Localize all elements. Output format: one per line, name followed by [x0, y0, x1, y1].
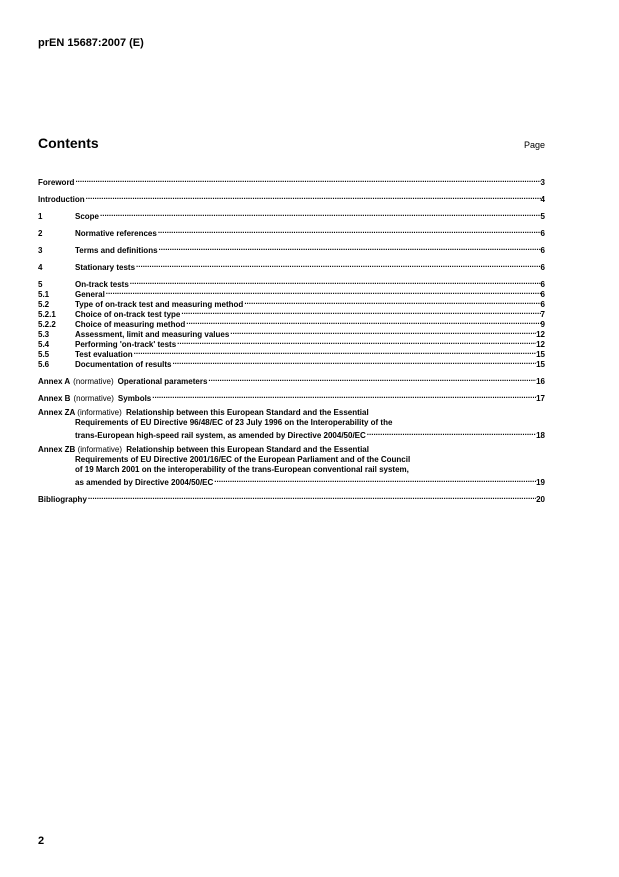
- toc-entry-page: 20: [536, 495, 545, 504]
- toc-entry-type-of-test[interactable]: [38, 297, 545, 307]
- toc-entry-number: 2: [38, 229, 43, 238]
- dot-leader: [74, 175, 540, 185]
- toc-entry-page: 12: [536, 340, 545, 349]
- toc-entry-number: 5.2.1: [38, 310, 56, 319]
- annex-prefix: Annex ZA: [38, 408, 76, 417]
- dot-leader: [105, 287, 541, 297]
- annex-prefix: Annex B: [38, 394, 71, 403]
- dot-leader: [99, 209, 541, 219]
- toc-entry-page: 15: [536, 350, 545, 359]
- toc-entry-page: 16: [536, 377, 545, 386]
- toc-entry-terms[interactable]: [38, 243, 545, 253]
- toc-entry-number: 1: [38, 212, 43, 221]
- toc-entry-label: Operational parameters: [117, 377, 208, 386]
- toc-entry-normative-references[interactable]: [38, 226, 545, 236]
- annex-prefix: Annex ZB: [38, 445, 76, 454]
- toc-entry-page: 17: [536, 394, 545, 403]
- toc-entry-bibliography[interactable]: [38, 492, 545, 502]
- annex-kind: (normative): [73, 377, 114, 386]
- dot-leader: [243, 297, 540, 307]
- annex-title-line: of 19 March 2001 on the interoperability of the trans-European conventional rail system,: [75, 465, 409, 474]
- toc-entry-number: 3: [38, 246, 43, 255]
- dot-leader: [135, 260, 541, 270]
- toc-entry-label: Foreword: [38, 178, 75, 187]
- dot-leader: [171, 357, 536, 367]
- toc-entry-label: Terms and definitions: [75, 246, 158, 255]
- toc-entry-page: 5: [540, 212, 545, 221]
- toc-entry-annex-b[interactable]: [38, 391, 545, 401]
- dot-leader: [87, 492, 536, 502]
- toc-entry-page: 6: [540, 246, 545, 255]
- annex-kind: (normative): [73, 394, 114, 403]
- document-id: prEN 15687:2007 (E): [38, 37, 144, 49]
- toc-entry-page: 6: [540, 229, 545, 238]
- toc-entry-number: 5.1: [38, 290, 50, 299]
- toc-entry-number: 5.3: [38, 330, 50, 339]
- table-of-contents: [38, 175, 545, 502]
- toc-entry-annex-zb[interactable]: [38, 445, 545, 485]
- toc-entry-number: 5.2.2: [38, 320, 56, 329]
- annex-title-line: Relationship between this European Standard and the Essential: [125, 408, 369, 417]
- toc-entry-label: Scope: [75, 212, 100, 221]
- dot-leader: [366, 428, 536, 438]
- page-column-label: Page: [523, 140, 545, 150]
- dot-leader: [129, 277, 541, 287]
- toc-entry-scope[interactable]: [38, 209, 545, 219]
- annex-kind: (informative): [77, 408, 122, 417]
- toc-entry-page: 7: [540, 310, 545, 319]
- toc-entry-label: Assessment, limit and measuring values: [75, 330, 230, 339]
- toc-entry-label: Bibliography: [38, 495, 87, 504]
- toc-entry-label: Normative references: [75, 229, 157, 238]
- toc-entry-label: Choice of on-track test type: [75, 310, 181, 319]
- dot-leader: [207, 374, 536, 384]
- dot-leader: [185, 317, 540, 327]
- dot-leader: [151, 391, 536, 401]
- dot-leader: [229, 327, 536, 337]
- contents-title: Contents: [38, 135, 99, 151]
- toc-entry-page: 9: [540, 320, 545, 329]
- toc-entry-label: General: [75, 290, 105, 299]
- toc-entry-page: 4: [540, 195, 545, 204]
- annex-title-line: Requirements of EU Directive 96/48/EC of 23 July 1996 on the Interoperability of the: [75, 418, 393, 427]
- toc-entry-page: 15: [536, 360, 545, 369]
- annex-title-line: trans-European high-speed rail system, as amended by Directive 2004/50/EC: [75, 431, 366, 440]
- toc-entry-introduction[interactable]: [38, 192, 545, 202]
- dot-leader: [180, 307, 540, 317]
- toc-entry-page: 6: [540, 290, 545, 299]
- dot-leader: [85, 192, 541, 202]
- toc-entry-label: Symbols: [117, 394, 152, 403]
- toc-entry-stationary-tests[interactable]: [38, 260, 545, 270]
- annex-kind: (informative): [77, 445, 123, 454]
- toc-entry-number: 5: [38, 280, 43, 289]
- annex-prefix: Annex A: [38, 377, 71, 386]
- toc-entry-foreword[interactable]: [38, 175, 545, 185]
- toc-entry-label: Choice of measuring method: [75, 320, 186, 329]
- toc-entry-page: 6: [540, 300, 545, 309]
- toc-entry-annex-za[interactable]: [38, 408, 545, 438]
- toc-entry-number: 5.2: [38, 300, 50, 309]
- toc-entry-on-track-tests[interactable]: [38, 277, 545, 287]
- toc-entry-label: Introduction: [38, 195, 85, 204]
- toc-entry-general[interactable]: [38, 287, 545, 297]
- toc-entry-label: Type of on-track test and measuring method: [75, 300, 244, 309]
- toc-entry-number: 5.6: [38, 360, 50, 369]
- toc-entry-label: Stationary tests: [75, 263, 136, 272]
- dot-leader: [176, 337, 536, 347]
- dot-leader: [158, 243, 541, 253]
- toc-entry-page: 6: [540, 280, 545, 289]
- annex-title-line: Requirements of EU Directive 2001/16/EC of the European Parliament and of the Council: [75, 455, 411, 464]
- toc-entry-label: Documentation of results: [75, 360, 172, 369]
- dot-leader: [133, 347, 536, 357]
- annex-title-line: as amended by Directive 2004/50/EC: [75, 478, 214, 487]
- page-number: 2: [38, 835, 45, 847]
- toc-entry-label: On-track tests: [75, 280, 129, 289]
- toc-entry-page: 18: [536, 431, 545, 440]
- toc-entry-number: 4: [38, 263, 43, 272]
- toc-entry-page: 3: [540, 178, 545, 187]
- toc-entry-annex-a[interactable]: [38, 374, 545, 384]
- toc-entry-number: 5.4: [38, 340, 50, 349]
- toc-entry-number: 5.5: [38, 350, 50, 359]
- toc-entry-label: Test evaluation: [75, 350, 133, 359]
- dot-leader: [157, 226, 541, 236]
- toc-entry-page: 6: [540, 263, 545, 272]
- annex-title-line: Relationship between this European Standard and the Essential: [126, 445, 369, 454]
- toc-entry-label: Performing 'on-track' tests: [75, 340, 177, 349]
- dot-leader: [213, 475, 536, 485]
- toc-entry-page: 19: [536, 478, 545, 487]
- toc-entry-page: 12: [536, 330, 545, 339]
